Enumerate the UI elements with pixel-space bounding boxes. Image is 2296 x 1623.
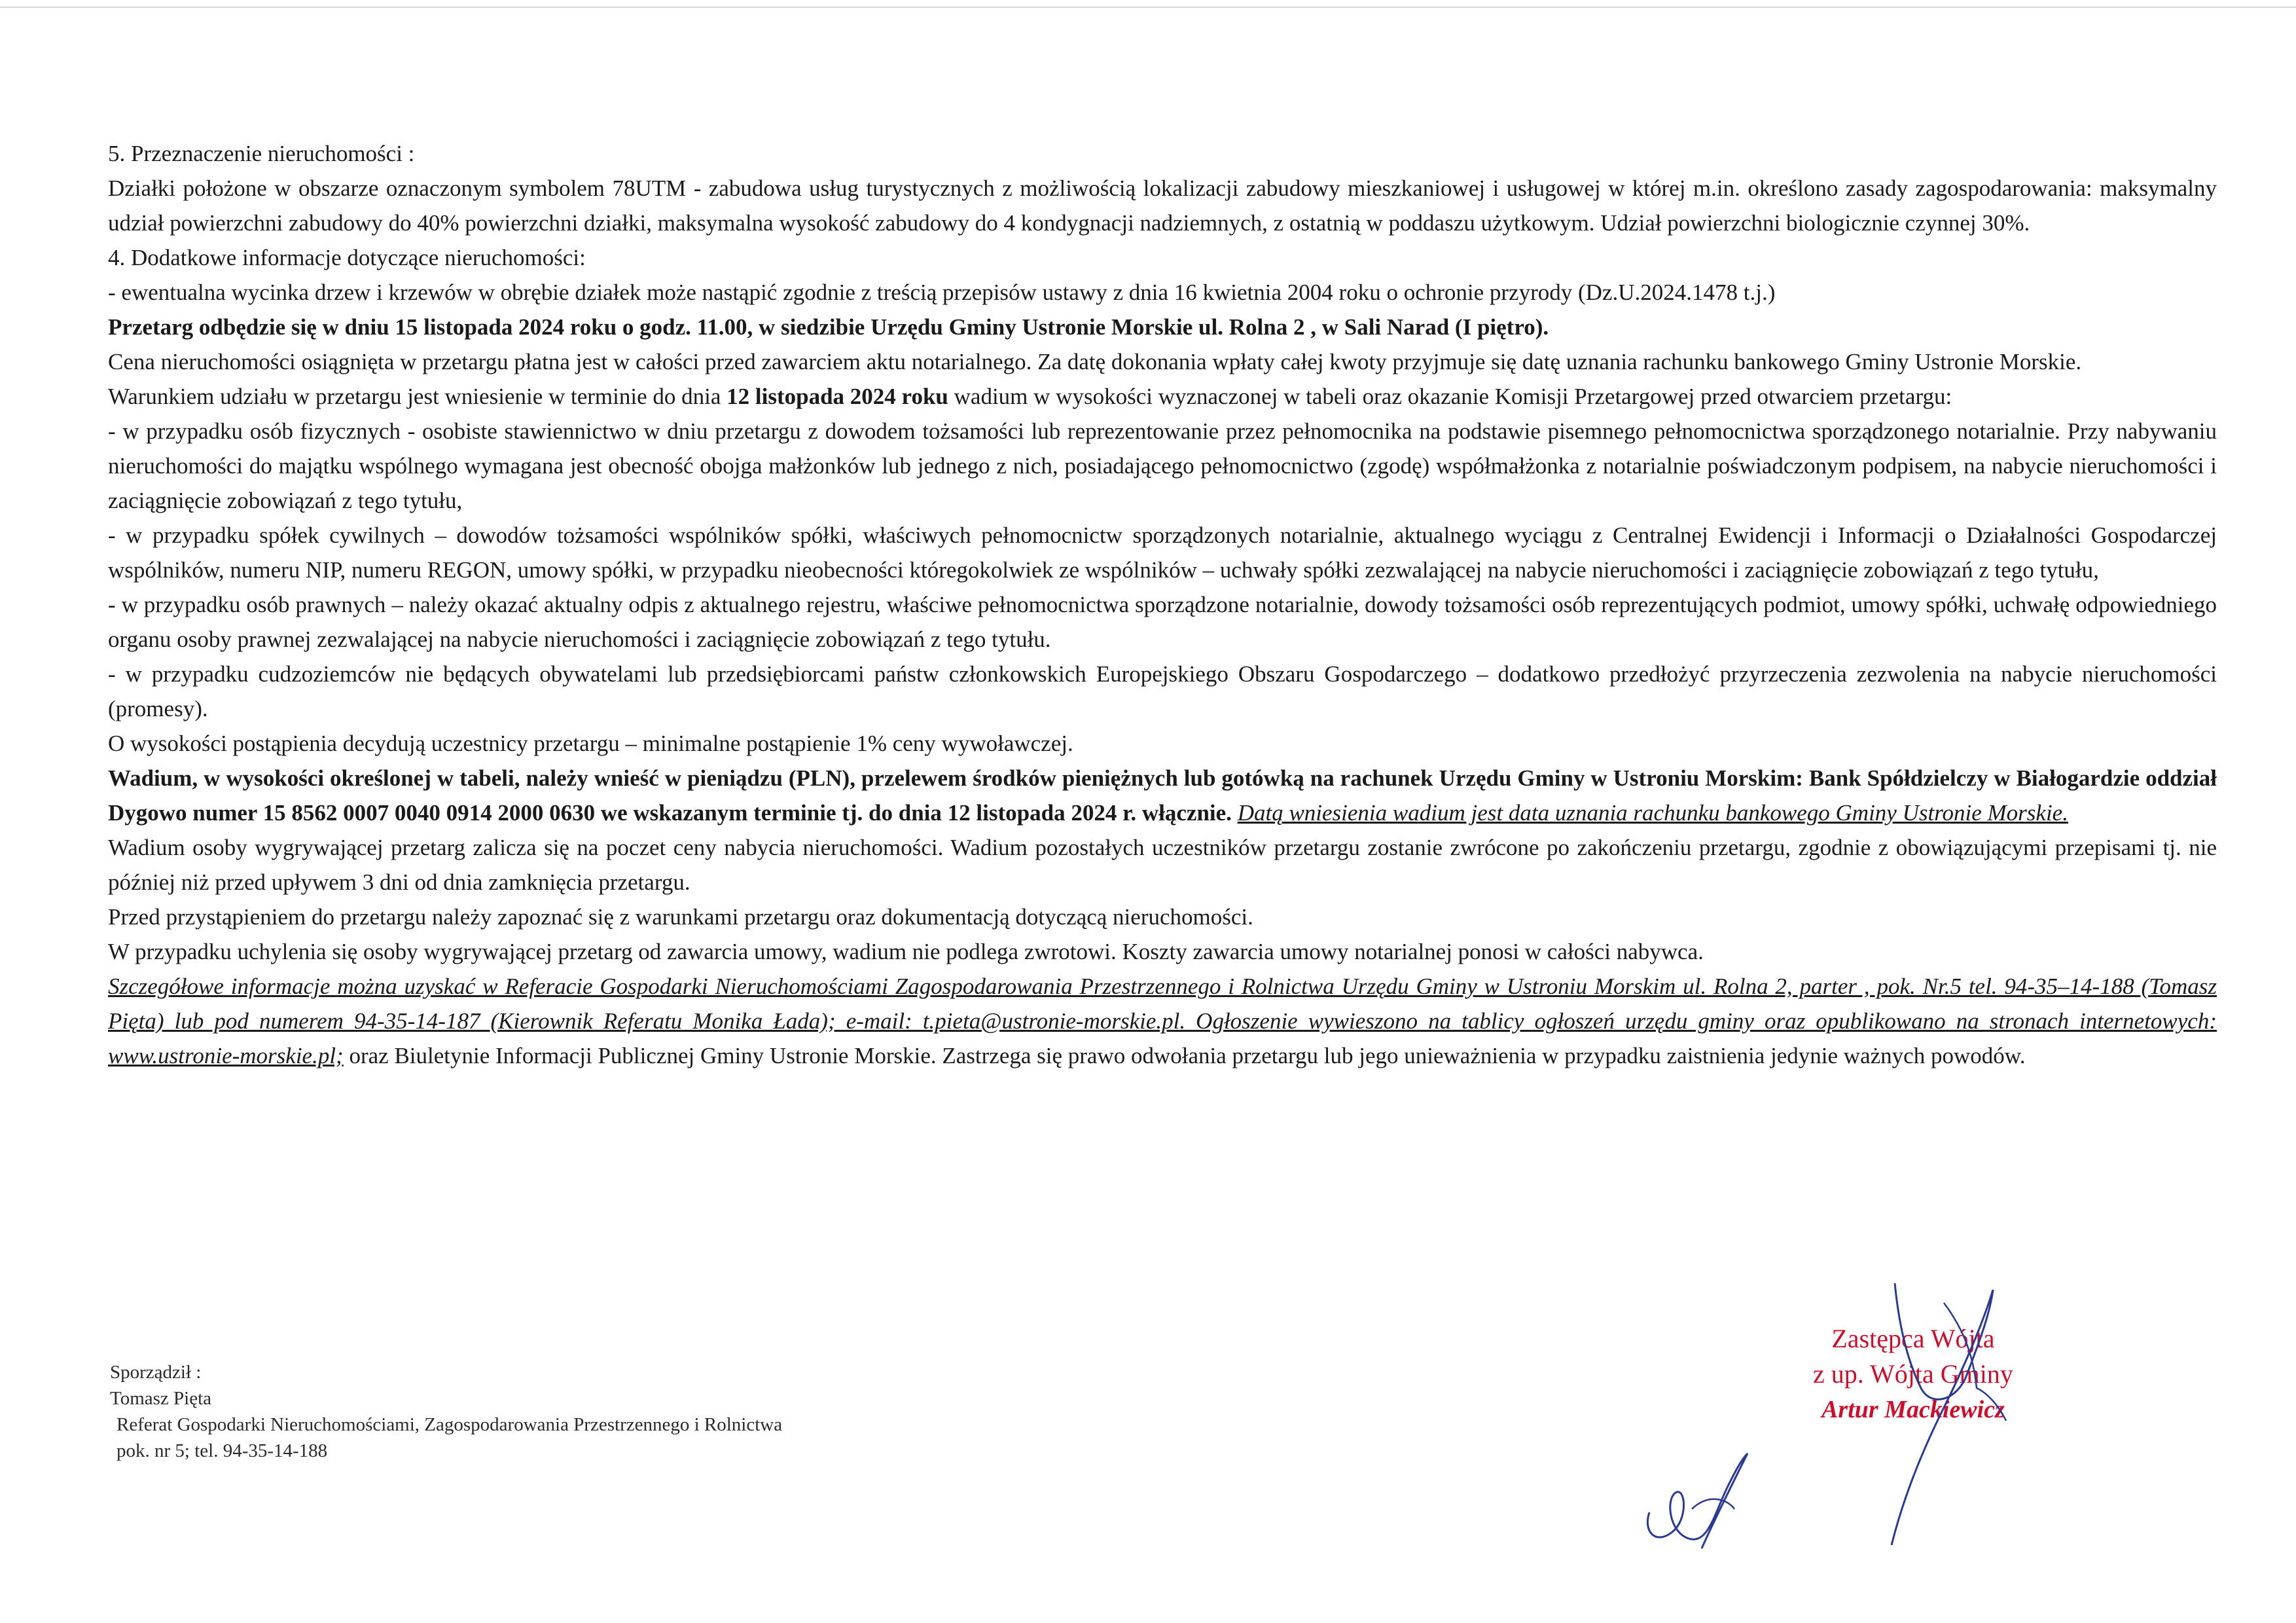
stamp-name: Artur Mackiewicz — [1821, 1396, 2005, 1423]
bid-step: O wysokości postąpienia decydują uczestnicy przetargu – minimalne postąpienie 1% ceny wywoławczej. — [108, 731, 1073, 756]
initials-signature — [1636, 1447, 1754, 1552]
prepared-label: Sporządził : — [110, 1362, 202, 1383]
section-4-item: - ewentualna wycinka drzew i krzewów w obrębie działek może nastąpić zgodnie z treścią przepisów ustawy z dnia 16 kwietnia 2004 roku o ochronie przyrody (Dz.U.2024.1478 t.j.) — [108, 280, 1776, 305]
participation-condition — [108, 379, 2217, 414]
stamp-line-1: Zastępca Wójta — [1831, 1324, 1995, 1353]
deposit-paragraph — [108, 761, 2217, 830]
auction-announcement: Przetarg odbędzie się w dniu 15 listopada 2024 roku o godz. 11.00, w siedzibie Urzędu Gminy Ustronie Morskie ul. Rolna 2 , w Sali Narad (I piętro). — [108, 314, 1549, 340]
familiarize-note: Przed przystąpieniem do przetargu należy zapoznać się z warunkami przetargu oraz dokumentacją dotyczącą nieruchomości. — [108, 904, 1253, 930]
bullet-natural-persons: - w przypadku osób fizycznych - osobiste stawiennictwo w dniu przetargu z dowodem tożsamości lub reprezentowanie przez pełnomocnika na podstawie pisemnego pełnomocnictwa sporządzonego notarialnie. Przy nabywaniu nieruchomości do majątku wspólnego wymagana jest obecność obojga małżonków lub jednego z nich, posiadającego pełnomocnictwo (zgodę) współmałżonka z notarialnie poświadczonym podpisem, na nabycie nieruchomości i zaciągnięcie zobowiązań z tego tytułu, — [108, 418, 2217, 513]
condition-deadline: 12 listopada 2024 roku — [726, 384, 948, 409]
prepared-by-block — [110, 1359, 782, 1464]
deposit-bold-text: Wadium, w wysokości określonej w tabeli, należy wnieść w pieniądzu (PLN), przelewem środków pieniężnych lub gotówką na rachunek Urzędu Gminy w Ustroniu Morskim: Bank Spółdzielczy w Białogardzie oddział Dygowo numer 15 8562 0007 0040 0914 2000 0630 we wskazanym terminie tj. do dnia 12 listopada 2024 r. włącznie. — [108, 765, 2217, 826]
section-4-title: 4. Dodatkowe informacje dotyczące nieruchomości: — [108, 245, 586, 270]
closing-text: oraz Biuletynie Informacji Publicznej Gminy Ustronie Morskie. Zastrzega się prawo odwołania przetargu lub jego unieważnienia w przypadku zaistnienia jedynie ważnych powodów. — [343, 1043, 2026, 1068]
prepared-room: pok. nr 5; tel. 94-35-14-188 — [117, 1440, 328, 1461]
bullet-foreigners: - w przypadku cudzoziemców nie będących obywatelami lub przedsiębiorcami państw członkowskich Europejskiego Obszaru Gospodarczego – dodatkowo przedłożyć przyrzeczenia zezwolenia na nabycie nieruchomości (promesy). — [108, 661, 2217, 721]
deputy-signature — [1859, 1277, 2042, 1552]
condition-text-b: wadium w wysokości wyznaczonej w tabeli oraz okazanie Komisji Przetargowej przed otwarciem przetargu: — [948, 384, 1952, 409]
contact-paragraph — [108, 969, 2217, 1073]
document-body — [108, 136, 2217, 1073]
stamp-line-2: z up. Wójta Gminy — [1813, 1359, 2013, 1389]
evasion-note: W przypadku uchylenia się osoby wygrywającej przetarg od zawarcia umowy, wadium nie podlega zwrotowi. Koszty zawarcia umowy notarialnej ponosi w całości nabywca. — [108, 939, 1704, 964]
section-5-body: Działki położone w obszarze oznaczonym symbolem 78UTM - zabudowa usług turystycznych z możliwością lokalizacji zabudowy mieszkaniowej i usługowej w której m.in. określono zasady zagospodarowania: maksymalny udział powierzchni zabudowy do 40% powierzchni działki, maksymalna wysokość zabudowy do 4 kondygnacji nadziemnych, z ostatnią w poddaszu użytkowym. Udział powierzchni biologicznie czynnej 30%. — [108, 175, 2217, 236]
price-paragraph: Cena nieruchomości osiągnięta w przetargu płatna jest w całości przed zawarciem aktu notarialnego. Za datę dokonania wpłaty całej kwoty przyjmuje się datę uznania rachunku bankowego Gminy Ustronie Morskie. — [108, 349, 2082, 374]
section-5-title: 5. Przeznaczenie nieruchomości : — [108, 141, 415, 166]
condition-text-a: Warunkiem udziału w przetargu jest wniesienie w terminie do dnia — [108, 384, 727, 409]
scan-top-edge — [0, 7, 2296, 8]
bullet-civil-partnerships: - w przypadku spółek cywilnych – dowodów tożsamości wspólników spółki, właściwych pełnomocnictw sporządzonych notarialnie, aktualnego wyciągu z Centralnej Ewidencji i Informacji o Działalności Gospodarczej wspólników, numeru NIP, numeru REGON, umowy spółki, w przypadku nieobecności któregokolwiek ze wspólników – uchwały spółki zezwalającej na nabycie nieruchomości i zaciągnięcie zobowiązań z tego tytułu, — [108, 522, 2217, 583]
prepared-department: Referat Gospodarki Nieruchomościami, Zagospodarowania Przestrzennego i Rolnictwa — [117, 1414, 783, 1435]
deposit-return: Wadium osoby wygrywającej przetarg zalicza się na poczet ceny nabycia nieruchomości. Wadium pozostałych uczestników przetargu zostanie zwrócone po zakończeniu przetargu, zgodnie z obowiązującymi przepisami tj. nie później niż przed upływem 3 dni od dnia zamknięcia przetargu. — [108, 835, 2217, 895]
deposit-note: Datą wniesienia wadium jest data uznania rachunku bankowego Gminy Ustronie Morskie. — [1237, 800, 2068, 826]
contact-info: Szczegółowe informacje można uzyskać w Referacie Gospodarki Nieruchomościami Zagospodarowania Przestrzennego i Rolnictwa Urzędu Gminy w Ustroniu Morskim ul. Rolna 2, parter , pok. Nr.5 tel. 94-35–14-188 (Tomasz Pięta) lub pod numerem 94-35-14-187 (Kierownik Referatu Monika Łada); e-mail: t.pieta@ustronie-morskie.pl. Ogłoszenie wywieszono na tablicy ogłoszeń urzędu gminy oraz opublikowano na stronach internetowych: www.ustronie-morskie.pl; — [108, 974, 2217, 1068]
prepared-name: Tomasz Pięta — [110, 1388, 212, 1409]
bullet-legal-persons: - w przypadku osób prawnych – należy okazać aktualny odpis z aktualnego rejestru, właściwe pełnomocnictwa sporządzone notarialnie, dowody tożsamości osób reprezentujących podmiot, umowy spółki, uchwałę odpowiedniego organu osoby prawnej zezwalającej na nabycie nieruchomości i zaciągnięcie zobowiązań z tego tytułu. — [108, 592, 2217, 652]
